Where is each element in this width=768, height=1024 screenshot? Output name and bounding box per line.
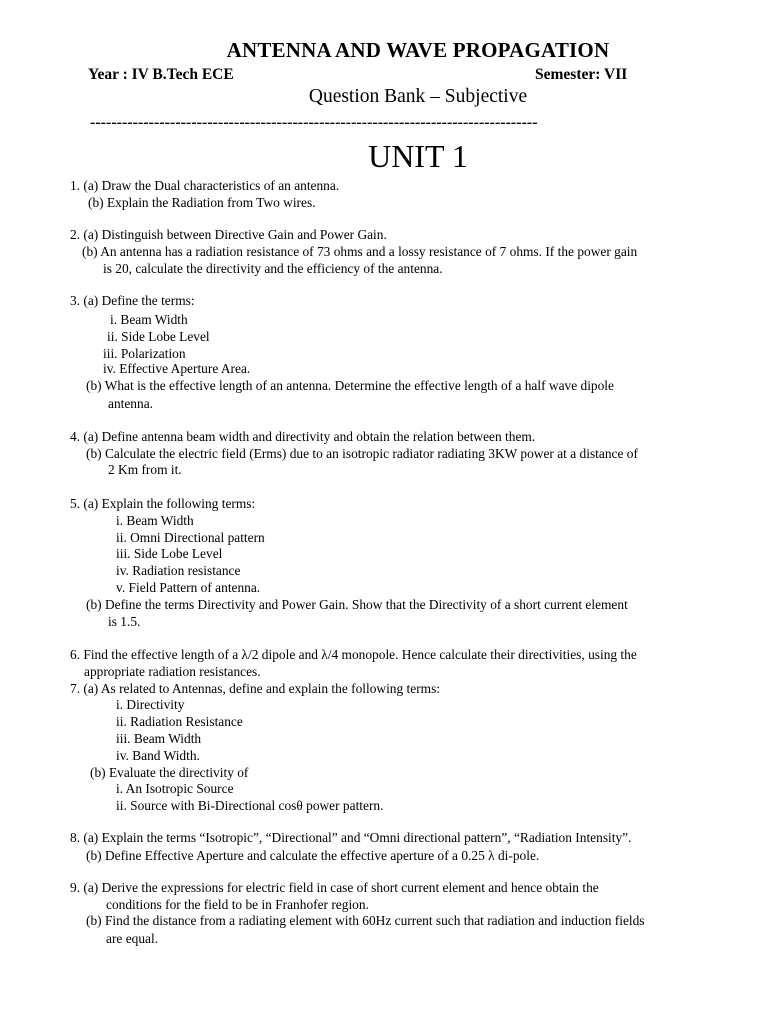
question-line: is 1.5. (108, 614, 141, 629)
dashed-divider: ------------------------------------------------------------------------------------ (90, 114, 538, 131)
document-subtitle: Question Bank – Subjective (308, 86, 528, 107)
question-line: i. Beam Width (110, 312, 188, 327)
question-line: 5. (a) Explain the following terms: (70, 496, 256, 511)
question-line: i. Directivity (116, 697, 185, 712)
question-line: iv. Band Width. (116, 748, 200, 763)
question-line: iv. Effective Aperture Area. (103, 361, 251, 376)
question-line: (b) Evaluate the directivity of (90, 765, 249, 780)
question-line: (b) Find the distance from a radiating element with 60Hz current such that radiation and induction fields (86, 913, 645, 928)
question-line: (b) What is the effective length of an antenna. Determine the effective length of a half wave dipole (86, 378, 614, 393)
unit-heading: UNIT 1 (368, 138, 468, 174)
question-line: 8. (a) Explain the terms “Isotropic”, “Directional” and “Omni directional pattern”, “Radiation Intensity”. (70, 830, 632, 845)
question-line: (b) Define the terms Directivity and Power Gain. Show that the Directivity of a short current element (86, 597, 628, 612)
question-line: iii. Beam Width (116, 731, 202, 746)
question-line: ii. Omni Directional pattern (116, 530, 265, 545)
question-line: i. Beam Width (116, 513, 194, 528)
document-title: ANTENNA AND WAVE PROPAGATION (226, 38, 610, 62)
question-line: 1. (a) Draw the Dual characteristics of an antenna. (70, 178, 340, 193)
question-line: 2 Km from it. (108, 462, 182, 477)
question-line: iv. Radiation resistance (116, 563, 241, 578)
question-line: ii. Source with Bi-Directional cosθ power pattern. (116, 798, 384, 813)
year-label: Year : IV B.Tech ECE (88, 66, 234, 83)
question-line: 7. (a) As related to Antennas, define and explain the following terms: (70, 681, 441, 696)
question-line: iii. Side Lobe Level (116, 546, 223, 561)
question-line: appropriate radiation resistances. (84, 664, 261, 679)
question-line: (b) Explain the Radiation from Two wires. (88, 195, 316, 210)
question-line: is 20, calculate the directivity and the efficiency of the antenna. (103, 261, 443, 276)
question-line: ii. Side Lobe Level (107, 329, 210, 344)
question-line: iii. Polarization (103, 346, 186, 361)
question-line: antenna. (108, 396, 153, 411)
question-line: 4. (a) Define antenna beam width and directivity and obtain the relation between them. (70, 429, 536, 444)
question-line: 9. (a) Derive the expressions for electric field in case of short current element and hence obtain the (70, 880, 599, 895)
question-line: v. Field Pattern of antenna. (116, 580, 261, 595)
question-line: (b) An antenna has a radiation resistance of 73 ohms and a lossy resistance of 7 ohms. If the power gain (82, 244, 638, 259)
question-line: i. An Isotropic Source (116, 781, 234, 796)
question-line: 2. (a) Distinguish between Directive Gain and Power Gain. (70, 227, 387, 242)
question-line: 6. Find the effective length of a λ/2 dipole and λ/4 monopole. Hence calculate their directivities, using the (70, 647, 637, 662)
semester-label: Semester: VII (535, 66, 628, 83)
question-line: (b) Calculate the electric field (Erms) due to an isotropic radiator radiating 3KW power at a distance of (86, 446, 638, 461)
question-line: ii. Radiation Resistance (116, 714, 243, 729)
question-line: 3. (a) Define the terms: (70, 293, 195, 308)
question-line: are equal. (106, 931, 159, 946)
question-line: conditions for the field to be in Franhofer region. (106, 897, 369, 912)
question-line: (b) Define Effective Aperture and calculate the effective aperture of a 0.25 λ di-pole. (86, 848, 540, 863)
